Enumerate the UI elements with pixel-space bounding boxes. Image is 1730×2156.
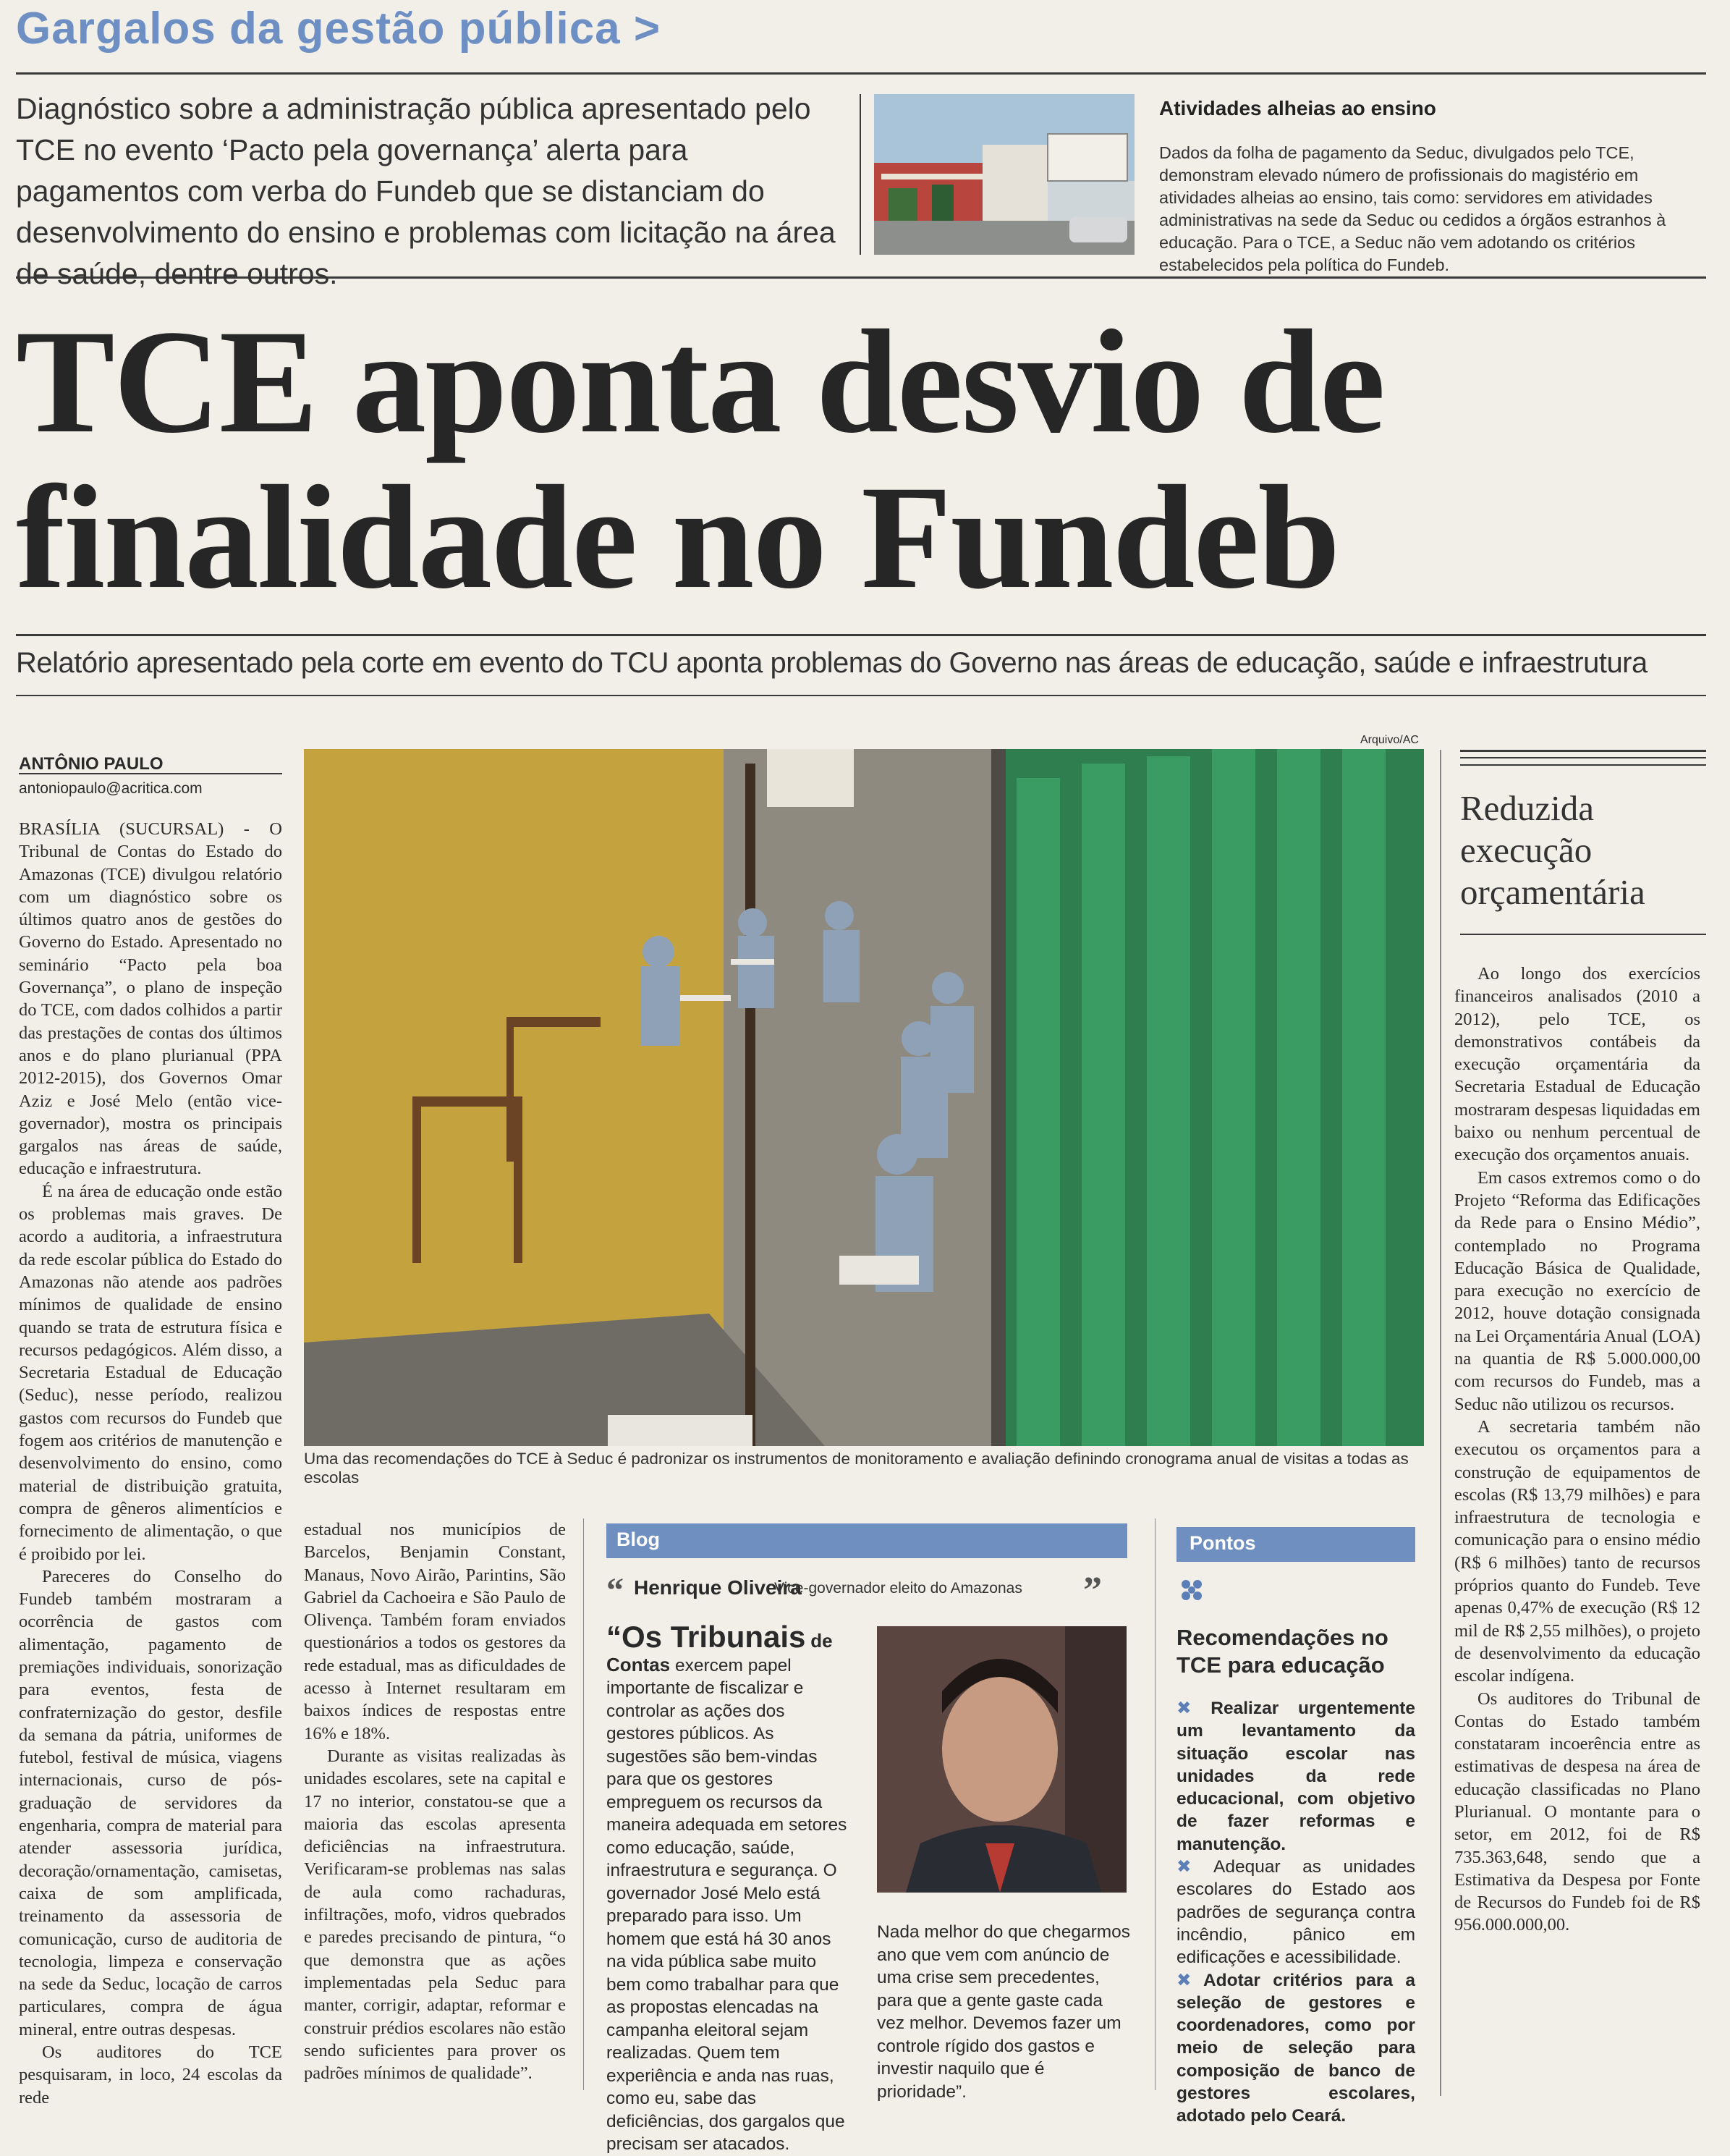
article-paragraph: Pareceres do Conselho do Fundeb também mostraram a ocorrência de gastos com alimentação, pagamento de premiações individuais, sonorização para eventos, festa de confraternização do gestor, desfile da semana da pátria, uniformes de futebol, festival de música, viagens internacionais, curso de pós-graduação de servidores da engenharia, compra de material para atender assessoria jurídica, decoração/ornamentação, camisetas, caixa de som amplificada, treinamento da assessoria de comunicação, curso de auditoria de tecnologia, limpeza e conservação na sede da Seduc, locação de carros particulares, compra de água mineral, entre outras despesas. bbox=[19, 1566, 282, 2039]
article-paragraph: BRASÍLIA (SUCURSAL) - O Tribunal de Contas do Estado do Amazonas (TCE) divulgou relatório com um diagnóstico sobre os últimos quatro anos de gestões do Governo do Estado. Apresentado no seminário “Pacto pela boa Governança”, o plano de inspeção do TCE, com dados colhidos a partir das prestações de contas dos últimos anos e do plano plurianual (PPA 2012-2015), dos Governos Omar Aziz e José Melo (então vice-governador), mostra os principais gargalos nas áreas de saúde, educação e infraestrutura. bbox=[19, 819, 282, 1179]
article-column-side bbox=[1454, 963, 1700, 1937]
blog-label: Blog bbox=[616, 1529, 660, 1550]
sidebar-box-text: Dados da folha de pagamento da Seduc, divulgados pelo TCE, demonstram elevado número de profissionais do magistério em atividades alheias ao ensino, tais como: servidores em atividades administrativas na sede da Seduc ou cedidos a órgãos estranhos à educação. Para o TCE, a Seduc não vem adotando os critérios estabelecidos pela política do Fundeb. bbox=[1159, 143, 1666, 274]
article-paragraph: Durante as visitas realizadas às unidades escolares, sete na capital e 17 no interior, constatou-se que a maioria das escolas apresenta deficiências na infraestrutura. Verificaram-se problemas nas salas de aula como rachaduras, infiltrações, mofo, vidros quebrados e paredes precisando de pintura, “o que demonstra que as ações implementadas pela Seduc para manter, corrigir, adaptar, reformar e construir prédios escolares não estão sendo suficientes para prover os padrões mínimos de qualidade”. bbox=[304, 1746, 566, 2084]
side-title: Reduzida execução orçamentária bbox=[1460, 788, 1645, 912]
side-title-rule-2 bbox=[1460, 757, 1706, 758]
close-quote-icon: ” bbox=[1083, 1570, 1102, 1611]
pontos-label: Pontos bbox=[1190, 1532, 1256, 1554]
article-paragraph: Em casos extremos como o do Projeto “Reforma das Edificações da Rede para o Ensino Médio”, contemplado no Programa Educação Básica de Qualidade, para execução no exercício de 2012, houve dotação consignada na Lei Orçamentária Anual (LOA) na quantia de R$ 5.000.000,00 com recursos do Fundeb, mas a Seduc não utilizou os recursos. bbox=[1454, 1167, 1700, 1414]
pontos-list bbox=[1176, 1697, 1415, 2128]
asterisk-icon bbox=[1179, 1578, 1204, 1602]
list-item: ✖ Adequar as unidades escolares do Estado aos padrões de segurança contra incêndio, pânico em edificações e acessibilidade. bbox=[1176, 1857, 1415, 1968]
side-title-rule-3 bbox=[1460, 764, 1706, 766]
bullet-icon: ✖ bbox=[1176, 1699, 1211, 1718]
side-title-rule-1 bbox=[1460, 750, 1706, 752]
headline bbox=[16, 300, 1723, 620]
author-email: antoniopaulo@acritica.com bbox=[19, 780, 203, 797]
article-paragraph: Os auditores do TCE pesquisaram, in loco, 24 escolas da rede bbox=[19, 2042, 282, 2108]
side-col-divider bbox=[1440, 750, 1441, 2096]
sidebar-box-title: Atividades alheias ao ensino bbox=[1159, 97, 1436, 119]
bullet-icon: ✖ bbox=[1176, 1970, 1203, 1990]
pontos-divider bbox=[1155, 1518, 1156, 2090]
headline-bottom-rule bbox=[16, 634, 1706, 636]
headline-line-1: TCE aponta desvio de bbox=[16, 300, 1384, 464]
subhead-bottom-rule bbox=[16, 695, 1706, 696]
portrait-caption: Nada melhor do que chegarmos ano que vem com anúncio de uma crise sem precedentes, para que a gente gaste cada vez melhor. Devemos fazer um controle rígido dos gastos e investir naquilo que é prioridade”. bbox=[877, 1922, 1131, 2102]
top-rule bbox=[16, 72, 1706, 75]
blog-author-name: Henrique Oliveira bbox=[634, 1576, 802, 1599]
classroom-photo bbox=[304, 749, 1424, 1446]
open-quote-icon: “ bbox=[606, 1571, 624, 1610]
blog-author-role: Vice-governador eleito do Amazonas bbox=[774, 1580, 1022, 1597]
bullet-icon: ✖ bbox=[1176, 1857, 1214, 1877]
blog-quote-text bbox=[606, 1621, 852, 2156]
article-paragraph: Ao longo dos exercícios financeiros analisados (2010 a 2012), pelo TCE, os demonstrativos contábeis da execução orçamentária da Secretaria Estadual de Educação mostraram despesas liquidadas em baixo ou nenhum percentual de execução dos orçamentos anuais. bbox=[1454, 964, 1700, 1165]
article-paragraph: É na área de educação onde estão os problemas mais graves. De acordo a auditoria, a infraestrutura da rede escolar pública do Estado do Amazonas não atende aos padrões mínimos de qualidade de ensino quando se trata de estrutura física e recursos pedagógicos. Além disso, a Secretaria Estadual de Educação (Seduc), nesse período, realizou gastos com recursos do Fundeb que fogem aos critérios de manutenção e desenvolvimento do ensino, como material de distribuição gratuita, compra de gêneros alimentícios e fornecimento de alimentação, o que é proibido por lei. bbox=[19, 1181, 282, 1564]
blog-lead: “Os Tribunais bbox=[606, 1620, 806, 1654]
blog-lead-small: de Contas bbox=[606, 1630, 833, 1675]
list-item: ✖ Adotar critérios para a seleção de gestores e coordenadores, como por meio de seleção para composição de banco de gestores escolares, adotado pelo Ceará. bbox=[1176, 1970, 1415, 2126]
pontos-title: Recomendações no TCE para educação bbox=[1176, 1625, 1388, 1678]
intro-text: Diagnóstico sobre a administração pública apresentado pelo TCE no evento ‘Pacto pela governança’ alerta para pagamentos com verba do Fundeb que se distanciam do desenvolvimento do ensino e problemas com licitação na área de saúde, dentre outros. bbox=[16, 92, 836, 290]
article-paragraph: A secretaria também não executou os orçamentos para a construção de equipamentos de escolas (R$ 13,79 milhões) e para infraestrutura de tecnologia e comunicação para o ensino médio (R$ 6 milhões) tanto de recursos próprios quanto do Fundeb. Teve apenas 0,47% de execução (R$ 12 mil de R$ 2,55 milhões), o projeto de desenvolvimento da educação escolar indígena. bbox=[1454, 1416, 1700, 1686]
photo-caption: Uma das recomendações do TCE à Seduc é padronizar os instrumentos de monitoramento e avaliação definindo cronograma anual de visitas a todas as escolas bbox=[304, 1450, 1409, 1487]
headline-line-2: finalidade no Fundeb bbox=[16, 455, 1339, 620]
subheadline: Relatório apresentado pela corte em evento do TCU aponta problemas do Governo nas áreas de educação, saúde e infraestrutura bbox=[16, 647, 1648, 679]
author-name: ANTÔNIO PAULO bbox=[19, 754, 164, 774]
article-paragraph: estadual nos municípios de Barcelos, Benjamin Constant, Manaus, Novo Airão, Parintins, São Gabriel da Cachoeira e São Paulo de Olivença. Também foram enviados questionários a todos os gestores da rede estadual, mas as dificuldades de acesso à Internet resultaram em baixos índices de respostas entre 16% e 18%. bbox=[304, 1520, 566, 1743]
section-kicker: Gargalos da gestão pública > bbox=[16, 4, 661, 54]
blog-header-bar bbox=[606, 1523, 1127, 1558]
school-thumbnail bbox=[874, 94, 1135, 255]
intro-divider bbox=[860, 94, 861, 255]
blog-body: exercem papel importante de fiscalizar e controlar as ações dos gestores públicos. As sugestões são bem-vindas para que os gestores empreguem os recursos da maneira adequada em setores como educação, saúde, infraestrutura e segurança. O governador José Melo está preparado para isso. Um homem que está há 30 anos na vida pública sabe muito bem como trabalhar para que as propostas elencadas na campanha eleitoral sejam realizadas. Quem tem experiência e anda nas ruas, como eu, sabe das deficiências, dos gargalos que precisam ser atacados. bbox=[606, 1655, 847, 2154]
photo-credit: Arquivo/AC bbox=[1360, 734, 1419, 746]
side-title-bottom-rule bbox=[1460, 934, 1706, 935]
article-column-2 bbox=[304, 1518, 566, 2084]
article-paragraph: Os auditores do Tribunal de Contas do Estado também constataram incoerência entre as estimativas de despesa na área de educação classificadas no Plano Plurianual. O montante para o setor, em 2012, foi de R$ 735.363,648, sendo que a Estimativa da Despesa por Fonte de Recursos do Fundeb foi de R$ 956.000.000,00. bbox=[1454, 1688, 1700, 1935]
article-column-1 bbox=[19, 818, 282, 2109]
blog-divider bbox=[583, 1518, 584, 2090]
list-item: ✖ Realizar urgentemente um levantamento da situação escolar nas unidades da rede educacional, com objetivo de fazer reformas e manutenção. bbox=[1176, 1699, 1415, 1854]
portrait-photo bbox=[877, 1626, 1127, 1893]
